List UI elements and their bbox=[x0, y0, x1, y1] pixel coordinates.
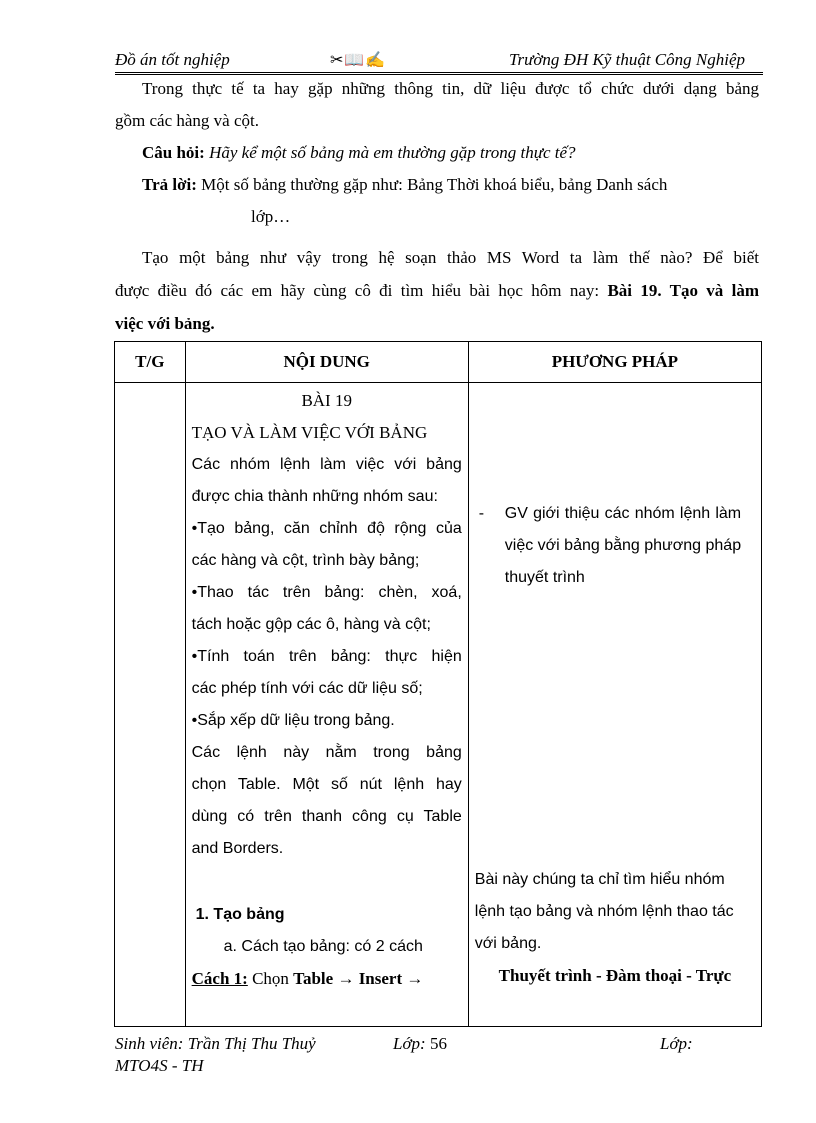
transition-paragraph bbox=[115, 241, 759, 340]
page-header bbox=[115, 50, 763, 75]
footer-lop-1: Lớp: bbox=[393, 1034, 426, 1053]
group-3-a: •Tính toán trên bảng: thực hiện bbox=[191, 648, 462, 665]
commands-1: Các lệnh này nằm trong bảng bbox=[191, 744, 462, 761]
answer-text: Một số bảng thường gặp như: Bảng Thời khoá biểu, bảng Danh sách bbox=[201, 175, 668, 194]
commands-3: dùng có trên thanh công cụ Table bbox=[191, 808, 462, 825]
header-university: Trường ĐH Kỹ thuật Công Nghiệp bbox=[508, 50, 745, 69]
commands-4: and Borders. bbox=[191, 840, 284, 857]
way-1-label: Cách 1: bbox=[191, 969, 248, 988]
method-gv-line-2: việc với bảng bằng phương pháp bbox=[504, 537, 742, 554]
transition-line-1: Tạo một bảng như vậy trong hệ soạn thảo MS Word ta làm thế nào? Để biết bbox=[142, 248, 759, 267]
lesson-number: BÀI 19 bbox=[301, 391, 352, 410]
answer-continued: lớp… bbox=[251, 207, 291, 226]
header-content: NỘI DUNG bbox=[185, 342, 468, 383]
header-ornament-icon: ✂📖✍ bbox=[330, 52, 387, 69]
group-1-a: •Tạo bảng, căn chỉnh độ rộng của bbox=[191, 520, 462, 537]
question-label: Câu hỏi: bbox=[142, 143, 205, 162]
sub-how-to-create: a. Cách tạo bảng: có 2 cách bbox=[223, 938, 423, 955]
lesson-title-inline-cont: việc với bảng. bbox=[115, 314, 215, 333]
footer-class-label-2: Lớp: bbox=[660, 1034, 693, 1053]
transition-line-2 bbox=[115, 274, 759, 307]
group-3-b: các phép tính với các dữ liệu số; bbox=[191, 680, 423, 697]
method-cell bbox=[468, 383, 761, 1027]
groups-intro-2: được chia thành những nhóm sau: bbox=[191, 488, 438, 505]
groups-intro-1: Các nhóm lệnh làm việc với bảng bbox=[191, 456, 462, 473]
section-create-table: 1. Tạo bảng bbox=[195, 906, 285, 923]
method-gv-line-1: GV giới thiệu các nhóm lệnh làm bbox=[504, 505, 742, 522]
time-cell bbox=[115, 383, 186, 1027]
method-note-line-1: Bài này chúng ta chỉ tìm hiểu nhóm bbox=[474, 871, 725, 888]
lesson-plan-table bbox=[114, 341, 762, 1027]
header-method: PHƯƠNG PHÁP bbox=[468, 342, 761, 383]
intro-line-2: gồm các hàng và cột. bbox=[115, 111, 259, 130]
commands-2: chọn Table. Một số nút lệnh hay bbox=[191, 776, 462, 793]
method-gv-line-3: thuyết trình bbox=[504, 569, 585, 586]
way-1-text: Chọn bbox=[247, 969, 294, 988]
table-row bbox=[115, 383, 762, 1027]
spacer bbox=[192, 883, 462, 899]
answer-label: Trả lời: bbox=[142, 175, 197, 194]
intro-line-1: Trong thực tế ta hay gặp những thông tin, dữ liệu được tổ chức dưới dạng bảng bbox=[142, 79, 759, 98]
content-cell bbox=[185, 383, 468, 1027]
header-time: T/G bbox=[115, 342, 186, 383]
footer-class-label-1 bbox=[393, 1033, 447, 1055]
transition-line-2-text: được điều đó các em hãy cùng cô đi tìm hiểu bài học hôm nay: bbox=[115, 281, 600, 300]
menu-table: Table bbox=[293, 969, 334, 988]
method-note bbox=[475, 864, 755, 960]
question-row bbox=[142, 137, 759, 169]
group-2-a: •Thao tác trên bảng: chèn, xoá, bbox=[191, 584, 462, 601]
page-number: 56 bbox=[429, 1034, 447, 1053]
group-1-b: các hàng và cột, trình bày bảng; bbox=[191, 552, 420, 569]
dash-bullet: - bbox=[478, 505, 485, 522]
question-text: Hãy kể một số bảng mà em thường gặp trong thực tế? bbox=[209, 143, 576, 162]
header-thesis-label: Đồ án tốt nghiệp bbox=[115, 50, 230, 69]
method-gv-text bbox=[505, 498, 741, 594]
lesson-title: TẠO VÀ LÀM VIỆC VỚI BẢNG bbox=[191, 423, 428, 442]
footer-class-code: MTO4S - TH bbox=[115, 1056, 204, 1075]
teaching-methods: Thuyết trình - Đàm thoại - Trực bbox=[498, 966, 732, 985]
method-note-line-3: với bảng. bbox=[474, 935, 542, 952]
method-bullet bbox=[475, 498, 755, 594]
answer-row bbox=[142, 169, 759, 201]
arrow-right-icon: → bbox=[402, 969, 424, 988]
menu-insert: Insert bbox=[358, 969, 403, 988]
way-1 bbox=[192, 963, 462, 995]
lesson-title-inline: Bài 19. Tạo và làm bbox=[607, 281, 759, 300]
group-2-b: tách hoặc gộp các ô, hàng và cột; bbox=[191, 616, 431, 633]
intro-paragraph bbox=[115, 73, 759, 137]
footer-student: Sinh viên: Trần Thị Thu Thuỷ bbox=[115, 1034, 316, 1053]
method-note-line-2: lệnh tạo bảng và nhóm lệnh thao tác bbox=[474, 903, 734, 920]
arrow-right-icon: → bbox=[333, 969, 359, 988]
group-4: •Sắp xếp dữ liệu trong bảng. bbox=[191, 712, 395, 729]
question-answer bbox=[142, 137, 759, 233]
table-header-row bbox=[115, 342, 762, 383]
spacer bbox=[192, 865, 462, 883]
